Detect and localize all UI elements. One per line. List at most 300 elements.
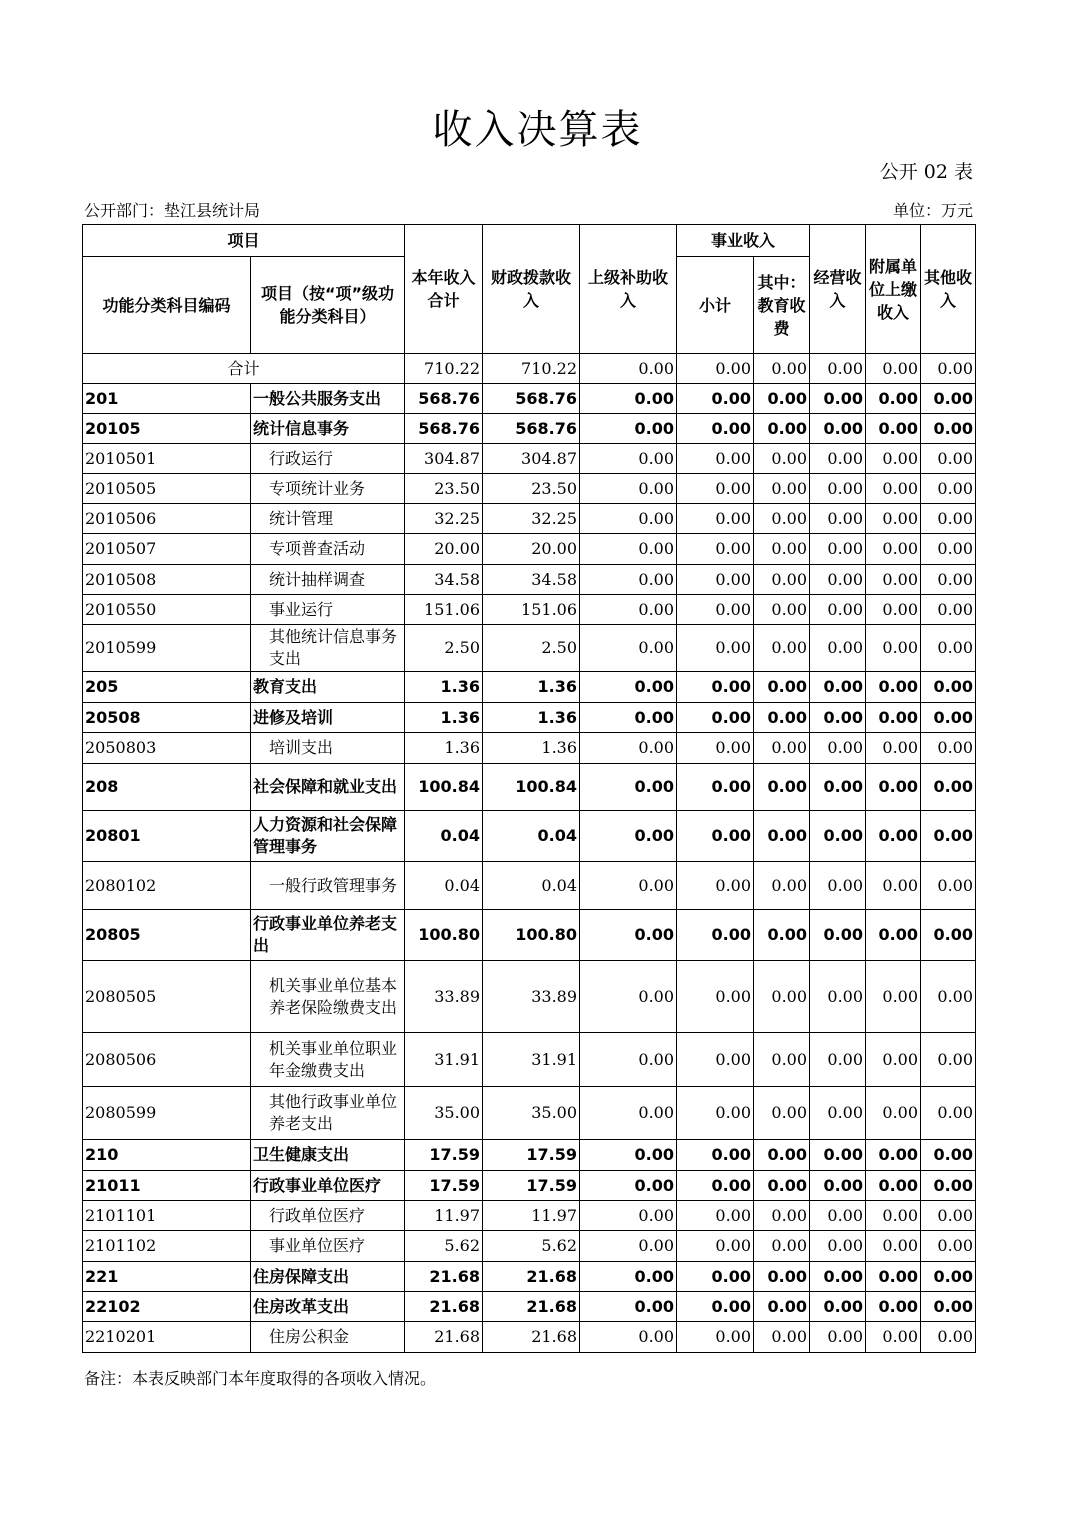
table-row: [83, 444, 976, 474]
header-project-group: 项目: [83, 225, 405, 257]
cell-subtotal: 0.00: [677, 862, 754, 910]
cell-superior: 0.00: [580, 910, 677, 961]
cell-total: 1.36: [405, 703, 483, 733]
table-row: [83, 1171, 976, 1201]
header-code: 功能分类科目编码: [83, 257, 251, 354]
cell-fiscal: 710.22: [483, 354, 580, 384]
cell-superior: 0.00: [580, 862, 677, 910]
cell-other: 0.00: [921, 811, 976, 862]
document-title: 收入决算表: [432, 107, 643, 153]
cell-other: 0.00: [921, 1231, 976, 1262]
cell-other: 0.00: [921, 534, 976, 565]
cell-fiscal: 568.76: [483, 384, 580, 414]
row-code: 2010599: [83, 625, 251, 672]
cell-edu: 0.00: [754, 961, 810, 1033]
cell-other: 0.00: [921, 1087, 976, 1140]
cell-fiscal: 151.06: [483, 595, 580, 625]
row-code: 221: [83, 1262, 251, 1292]
cell-fiscal: 5.62: [483, 1231, 580, 1262]
cell-operating: 0.00: [810, 862, 866, 910]
cell-operating: 0.00: [810, 474, 866, 504]
cell-subtotal: 0.00: [677, 444, 754, 474]
header-subtotal: 小计: [677, 257, 754, 354]
cell-fiscal: 21.68: [483, 1262, 580, 1292]
row-code: 2010508: [83, 565, 251, 595]
header-superior-subsidy: 上级补助收入: [580, 225, 677, 354]
cell-affiliated: 0.00: [866, 1322, 921, 1353]
cell-total: 1.36: [405, 672, 483, 703]
cell-operating: 0.00: [810, 444, 866, 474]
cell-total: 34.58: [405, 565, 483, 595]
row-code: 2010550: [83, 595, 251, 625]
cell-affiliated: 0.00: [866, 625, 921, 672]
cell-subtotal: 0.00: [677, 1087, 754, 1140]
cell-affiliated: 0.00: [866, 1140, 921, 1171]
cell-affiliated: 0.00: [866, 504, 921, 534]
cell-operating: 0.00: [810, 910, 866, 961]
cell-affiliated: 0.00: [866, 1171, 921, 1201]
cell-affiliated: 0.00: [866, 1087, 921, 1140]
row-code: 2080599: [83, 1087, 251, 1140]
cell-subtotal: 0.00: [677, 414, 754, 444]
cell-superior: 0.00: [580, 534, 677, 565]
row-code: 20801: [83, 811, 251, 862]
cell-subtotal: 0.00: [677, 504, 754, 534]
row-code: 2010506: [83, 504, 251, 534]
cell-total: 20.00: [405, 534, 483, 565]
cell-fiscal: 11.97: [483, 1201, 580, 1231]
row-name: 专项统计业务: [251, 474, 405, 504]
table-row: [83, 672, 976, 703]
cell-total: 35.00: [405, 1087, 483, 1140]
header-project-name: 项目（按“项”级功能分类科目）: [251, 257, 405, 354]
row-name: 统计抽样调查: [251, 565, 405, 595]
cell-subtotal: 0.00: [677, 1322, 754, 1353]
row-name: 其他行政事业单位养老支出: [251, 1087, 405, 1140]
cell-superior: 0.00: [580, 354, 677, 384]
cell-operating: 0.00: [810, 1171, 866, 1201]
cell-edu: 0.00: [754, 811, 810, 862]
cell-total: 17.59: [405, 1171, 483, 1201]
cell-subtotal: 0.00: [677, 534, 754, 565]
cell-subtotal: 0.00: [677, 565, 754, 595]
cell-subtotal: 0.00: [677, 910, 754, 961]
table-row: [83, 1292, 976, 1322]
table-row: [83, 703, 976, 733]
row-name: 人力资源和社会保障管理事务: [251, 811, 405, 862]
cell-total: 568.76: [405, 384, 483, 414]
cell-total: 304.87: [405, 444, 483, 474]
cell-fiscal: 20.00: [483, 534, 580, 565]
cell-other: 0.00: [921, 384, 976, 414]
cell-operating: 0.00: [810, 595, 866, 625]
cell-total: 33.89: [405, 961, 483, 1033]
cell-fiscal: 0.04: [483, 862, 580, 910]
cell-subtotal: 0.00: [677, 1231, 754, 1262]
table-row: [83, 384, 976, 414]
row-code: 22102: [83, 1292, 251, 1322]
header-operating: 经营收入: [810, 225, 866, 354]
header-affiliated: 附属单位上缴收入: [866, 225, 921, 354]
cell-affiliated: 0.00: [866, 354, 921, 384]
cell-edu: 0.00: [754, 504, 810, 534]
row-name: 专项普查活动: [251, 534, 405, 565]
cell-fiscal: 100.80: [483, 910, 580, 961]
income-table: [82, 224, 976, 1353]
cell-operating: 0.00: [810, 1201, 866, 1231]
cell-operating: 0.00: [810, 534, 866, 565]
cell-superior: 0.00: [580, 595, 677, 625]
cell-other: 0.00: [921, 595, 976, 625]
cell-fiscal: 35.00: [483, 1087, 580, 1140]
row-code: 2210201: [83, 1322, 251, 1353]
cell-fiscal: 1.36: [483, 733, 580, 764]
department-label: 公开部门：垫江县统计局: [84, 201, 261, 220]
cell-superior: 0.00: [580, 1201, 677, 1231]
cell-total: 100.80: [405, 910, 483, 961]
row-code: 205: [83, 672, 251, 703]
cell-other: 0.00: [921, 1292, 976, 1322]
cell-edu: 0.00: [754, 1171, 810, 1201]
cell-operating: 0.00: [810, 565, 866, 595]
cell-other: 0.00: [921, 910, 976, 961]
cell-subtotal: 0.00: [677, 961, 754, 1033]
row-code: 20508: [83, 703, 251, 733]
cell-subtotal: 0.00: [677, 354, 754, 384]
cell-other: 0.00: [921, 961, 976, 1033]
table-row: [83, 961, 976, 1033]
cell-edu: 0.00: [754, 910, 810, 961]
cell-edu: 0.00: [754, 474, 810, 504]
cell-other: 0.00: [921, 474, 976, 504]
row-name: 住房改革支出: [251, 1292, 405, 1322]
header-education-fee: 其中：教育收费: [754, 257, 810, 354]
cell-edu: 0.00: [754, 354, 810, 384]
cell-operating: 0.00: [810, 354, 866, 384]
table-body: [83, 354, 976, 1353]
table-row: [83, 1322, 976, 1353]
cell-affiliated: 0.00: [866, 414, 921, 444]
cell-fiscal: 31.91: [483, 1033, 580, 1087]
cell-edu: 0.00: [754, 384, 810, 414]
cell-affiliated: 0.00: [866, 534, 921, 565]
cell-fiscal: 568.76: [483, 414, 580, 444]
cell-fiscal: 0.04: [483, 811, 580, 862]
table-row: [83, 1231, 976, 1262]
cell-subtotal: 0.00: [677, 1262, 754, 1292]
cell-total: 32.25: [405, 504, 483, 534]
cell-total: 5.62: [405, 1231, 483, 1262]
cell-superior: 0.00: [580, 1033, 677, 1087]
row-code: 2101102: [83, 1231, 251, 1262]
cell-edu: 0.00: [754, 444, 810, 474]
cell-fiscal: 1.36: [483, 672, 580, 703]
cell-superior: 0.00: [580, 504, 677, 534]
cell-operating: 0.00: [810, 625, 866, 672]
cell-affiliated: 0.00: [866, 862, 921, 910]
row-code: 2080506: [83, 1033, 251, 1087]
cell-affiliated: 0.00: [866, 811, 921, 862]
row-name: 行政事业单位医疗: [251, 1171, 405, 1201]
cell-affiliated: 0.00: [866, 1262, 921, 1292]
cell-edu: 0.00: [754, 565, 810, 595]
cell-subtotal: 0.00: [677, 474, 754, 504]
table-row: [83, 565, 976, 595]
table-row: [83, 811, 976, 862]
cell-edu: 0.00: [754, 1292, 810, 1322]
row-name: 事业单位医疗: [251, 1231, 405, 1262]
cell-edu: 0.00: [754, 1231, 810, 1262]
row-name: 住房公积金: [251, 1322, 405, 1353]
cell-operating: 0.00: [810, 504, 866, 534]
table-row: [83, 1262, 976, 1292]
cell-superior: 0.00: [580, 811, 677, 862]
cell-other: 0.00: [921, 354, 976, 384]
row-code: 20805: [83, 910, 251, 961]
header-other: 其他收入: [921, 225, 976, 354]
cell-operating: 0.00: [810, 384, 866, 414]
row-name: 社会保障和就业支出: [251, 764, 405, 811]
cell-operating: 0.00: [810, 1262, 866, 1292]
cell-fiscal: 304.87: [483, 444, 580, 474]
cell-subtotal: 0.00: [677, 384, 754, 414]
cell-other: 0.00: [921, 1171, 976, 1201]
total-label: 合计: [83, 354, 405, 384]
cell-fiscal: 21.68: [483, 1322, 580, 1353]
cell-total: 11.97: [405, 1201, 483, 1231]
table-row: [83, 625, 976, 672]
cell-other: 0.00: [921, 764, 976, 811]
cell-operating: 0.00: [810, 1292, 866, 1322]
cell-edu: 0.00: [754, 1087, 810, 1140]
row-name: 行政运行: [251, 444, 405, 474]
table-row: [83, 1087, 976, 1140]
cell-subtotal: 0.00: [677, 1201, 754, 1231]
cell-total: 0.04: [405, 811, 483, 862]
row-name: 机关事业单位基本养老保险缴费支出: [251, 961, 405, 1033]
cell-other: 0.00: [921, 1201, 976, 1231]
cell-operating: 0.00: [810, 672, 866, 703]
row-name: 进修及培训: [251, 703, 405, 733]
row-name: 统计管理: [251, 504, 405, 534]
cell-superior: 0.00: [580, 1262, 677, 1292]
cell-superior: 0.00: [580, 565, 677, 595]
cell-affiliated: 0.00: [866, 1033, 921, 1087]
cell-fiscal: 1.36: [483, 703, 580, 733]
cell-affiliated: 0.00: [866, 703, 921, 733]
cell-operating: 0.00: [810, 1231, 866, 1262]
cell-total: 21.68: [405, 1322, 483, 1353]
cell-total: 21.68: [405, 1292, 483, 1322]
unit-label: 单位：万元: [892, 201, 973, 220]
cell-other: 0.00: [921, 703, 976, 733]
cell-total: 568.76: [405, 414, 483, 444]
cell-total: 21.68: [405, 1262, 483, 1292]
row-name: 其他统计信息事务支出: [251, 625, 405, 672]
cell-affiliated: 0.00: [866, 910, 921, 961]
header-business-group: 事业收入: [677, 225, 810, 257]
cell-subtotal: 0.00: [677, 595, 754, 625]
row-code: 2080102: [83, 862, 251, 910]
cell-total: 31.91: [405, 1033, 483, 1087]
cell-affiliated: 0.00: [866, 565, 921, 595]
cell-other: 0.00: [921, 1322, 976, 1353]
cell-superior: 0.00: [580, 625, 677, 672]
cell-subtotal: 0.00: [677, 1292, 754, 1322]
cell-total: 0.04: [405, 862, 483, 910]
cell-affiliated: 0.00: [866, 595, 921, 625]
table-row: [83, 534, 976, 565]
cell-operating: 0.00: [810, 764, 866, 811]
cell-total: 23.50: [405, 474, 483, 504]
cell-subtotal: 0.00: [677, 733, 754, 764]
row-code: 208: [83, 764, 251, 811]
row-name: 住房保障支出: [251, 1262, 405, 1292]
table-row: [83, 910, 976, 961]
cell-subtotal: 0.00: [677, 764, 754, 811]
cell-subtotal: 0.00: [677, 1033, 754, 1087]
cell-operating: 0.00: [810, 733, 866, 764]
cell-superior: 0.00: [580, 1171, 677, 1201]
cell-other: 0.00: [921, 733, 976, 764]
row-name: 教育支出: [251, 672, 405, 703]
cell-total: 1.36: [405, 733, 483, 764]
cell-fiscal: 100.84: [483, 764, 580, 811]
cell-edu: 0.00: [754, 625, 810, 672]
cell-superior: 0.00: [580, 384, 677, 414]
cell-fiscal: 32.25: [483, 504, 580, 534]
cell-other: 0.00: [921, 565, 976, 595]
cell-operating: 0.00: [810, 1033, 866, 1087]
cell-edu: 0.00: [754, 595, 810, 625]
table-row: [83, 1033, 976, 1087]
cell-operating: 0.00: [810, 414, 866, 444]
cell-superior: 0.00: [580, 1292, 677, 1322]
cell-edu: 0.00: [754, 1262, 810, 1292]
cell-superior: 0.00: [580, 733, 677, 764]
row-code: 210: [83, 1140, 251, 1171]
cell-superior: 0.00: [580, 474, 677, 504]
cell-total: 710.22: [405, 354, 483, 384]
cell-other: 0.00: [921, 1140, 976, 1171]
cell-subtotal: 0.00: [677, 672, 754, 703]
cell-fiscal: 17.59: [483, 1171, 580, 1201]
cell-other: 0.00: [921, 1033, 976, 1087]
cell-total: 17.59: [405, 1140, 483, 1171]
cell-superior: 0.00: [580, 1231, 677, 1262]
cell-superior: 0.00: [580, 764, 677, 811]
row-code: 2010501: [83, 444, 251, 474]
row-name: 一般行政管理事务: [251, 862, 405, 910]
table-row: [83, 474, 976, 504]
cell-other: 0.00: [921, 1262, 976, 1292]
cell-subtotal: 0.00: [677, 703, 754, 733]
cell-edu: 0.00: [754, 764, 810, 811]
cell-superior: 0.00: [580, 1087, 677, 1140]
row-name: 行政单位医疗: [251, 1201, 405, 1231]
cell-subtotal: 0.00: [677, 625, 754, 672]
cell-affiliated: 0.00: [866, 444, 921, 474]
cell-affiliated: 0.00: [866, 384, 921, 414]
cell-fiscal: 33.89: [483, 961, 580, 1033]
table-row: [83, 595, 976, 625]
cell-operating: 0.00: [810, 961, 866, 1033]
row-code: 201: [83, 384, 251, 414]
cell-edu: 0.00: [754, 1322, 810, 1353]
cell-operating: 0.00: [810, 1087, 866, 1140]
cell-edu: 0.00: [754, 862, 810, 910]
cell-affiliated: 0.00: [866, 1292, 921, 1322]
row-name: 行政事业单位养老支出: [251, 910, 405, 961]
cell-affiliated: 0.00: [866, 474, 921, 504]
cell-superior: 0.00: [580, 444, 677, 474]
cell-superior: 0.00: [580, 1140, 677, 1171]
cell-fiscal: 34.58: [483, 565, 580, 595]
cell-other: 0.00: [921, 625, 976, 672]
cell-total: 2.50: [405, 625, 483, 672]
header-fiscal: 财政拨款收入: [483, 225, 580, 354]
table-row: [83, 414, 976, 444]
cell-fiscal: 2.50: [483, 625, 580, 672]
cell-other: 0.00: [921, 504, 976, 534]
row-code: 2080505: [83, 961, 251, 1033]
cell-edu: 0.00: [754, 1033, 810, 1087]
cell-total: 151.06: [405, 595, 483, 625]
cell-edu: 0.00: [754, 672, 810, 703]
cell-subtotal: 0.00: [677, 1140, 754, 1171]
row-name: 事业运行: [251, 595, 405, 625]
row-name: 机关事业单位职业年金缴费支出: [251, 1033, 405, 1087]
cell-edu: 0.00: [754, 703, 810, 733]
table-row: [83, 733, 976, 764]
cell-other: 0.00: [921, 672, 976, 703]
cell-total: 100.84: [405, 764, 483, 811]
cell-affiliated: 0.00: [866, 733, 921, 764]
table-row: [83, 1140, 976, 1171]
cell-superior: 0.00: [580, 1322, 677, 1353]
note: 备注：本表反映部门本年度取得的各项收入情况。: [84, 1369, 437, 1388]
table-row: [83, 1201, 976, 1231]
cell-fiscal: 17.59: [483, 1140, 580, 1171]
row-name: 培训支出: [251, 733, 405, 764]
cell-superior: 0.00: [580, 414, 677, 444]
cell-subtotal: 0.00: [677, 1171, 754, 1201]
cell-affiliated: 0.00: [866, 764, 921, 811]
cell-affiliated: 0.00: [866, 1231, 921, 1262]
cell-affiliated: 0.00: [866, 672, 921, 703]
row-code: 21011: [83, 1171, 251, 1201]
cell-edu: 0.00: [754, 1140, 810, 1171]
cell-other: 0.00: [921, 862, 976, 910]
row-name: 一般公共服务支出: [251, 384, 405, 414]
cell-fiscal: 21.68: [483, 1292, 580, 1322]
table-row: [83, 354, 976, 384]
row-code: 2010505: [83, 474, 251, 504]
cell-other: 0.00: [921, 414, 976, 444]
row-name: 卫生健康支出: [251, 1140, 405, 1171]
cell-subtotal: 0.00: [677, 811, 754, 862]
row-code: 20105: [83, 414, 251, 444]
cell-superior: 0.00: [580, 672, 677, 703]
cell-affiliated: 0.00: [866, 1201, 921, 1231]
cell-other: 0.00: [921, 444, 976, 474]
row-name: 统计信息事务: [251, 414, 405, 444]
cell-edu: 0.00: [754, 414, 810, 444]
cell-operating: 0.00: [810, 811, 866, 862]
row-code: 2010507: [83, 534, 251, 565]
cell-operating: 0.00: [810, 1140, 866, 1171]
cell-edu: 0.00: [754, 534, 810, 565]
